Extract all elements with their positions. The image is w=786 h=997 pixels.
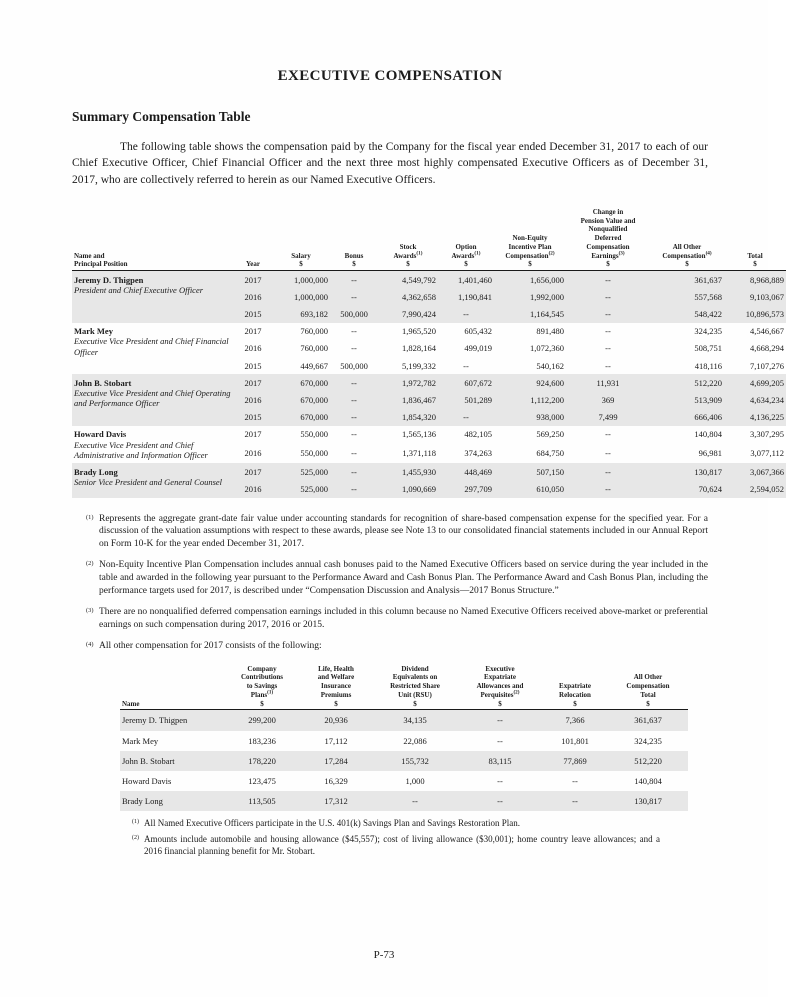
pension-cell: -- xyxy=(605,429,611,440)
bonus-cell: -- xyxy=(330,409,378,426)
sub-footnotes xyxy=(132,818,660,858)
footnote-ref: (2) xyxy=(548,250,555,257)
bonus-cell: -- xyxy=(330,288,378,305)
dollar-unit-label: $ xyxy=(352,260,356,269)
footnote-1 xyxy=(86,513,708,551)
dollar-unit-label: $ xyxy=(685,260,689,269)
salary-cell: 670,000 xyxy=(272,392,330,409)
sub-footnote-2 xyxy=(132,834,660,858)
table-row xyxy=(120,731,688,751)
option-awards-cell: 1,401,460 xyxy=(438,271,494,289)
dollar-unit-label: $ xyxy=(528,260,532,269)
pension-cell: 369 xyxy=(566,392,650,409)
col-stock-awards xyxy=(378,208,438,271)
stock-awards-cell: 4,362,658 xyxy=(378,288,438,305)
other-comp-table-header xyxy=(120,665,688,710)
bonus-cell: -- xyxy=(330,374,378,391)
pension-cell: 11,931 xyxy=(566,374,650,391)
expat-allowances-cell: -- xyxy=(458,710,542,731)
salary-cell: 760,000 xyxy=(300,343,328,354)
bonus-cell: -- xyxy=(330,271,378,289)
bonus-cell: -- xyxy=(330,463,378,480)
total-cell: 2,594,052 xyxy=(724,481,786,498)
executive-name-cell xyxy=(72,323,234,375)
stock-awards-cell: 4,549,792 xyxy=(378,271,438,289)
non-equity-cell: 1,072,360 xyxy=(530,343,564,354)
salary-cell: 550,000 xyxy=(300,429,328,440)
footnote-text: There are no nonqualified deferred compensation earnings included in this column because no Named Executive Officers received above-market or preferential earnings on such compensation during 2017, 2016 or 2015. xyxy=(99,607,708,630)
all-other-cell: 361,637 xyxy=(650,271,724,289)
savings-plans-cell: 123,475 xyxy=(248,775,276,786)
name-cell: Jeremy D. Thigpen xyxy=(120,710,224,731)
header-row xyxy=(72,208,786,271)
footnote-marker: (1) xyxy=(132,819,139,826)
name-cell: Mark Mey xyxy=(122,735,159,746)
footnote-ref: (2) xyxy=(513,689,520,696)
sub-footnote-1 xyxy=(132,818,660,830)
column-label: All Other Compensation xyxy=(662,242,706,260)
col-name-position xyxy=(72,208,234,271)
salary-cell: 449,667 xyxy=(300,360,328,371)
pension-cell: -- xyxy=(605,448,611,459)
bonus-cell: 500,000 xyxy=(340,360,368,371)
stock-awards-cell: 1,836,467 xyxy=(378,392,438,409)
executive-name: Howard Davis xyxy=(74,429,127,440)
col-expatriate-relocation xyxy=(542,665,608,710)
all-other-cell: 140,804 xyxy=(694,429,722,440)
rsu-dividends-cell: 34,135 xyxy=(372,710,458,731)
year-cell: 2017 xyxy=(234,374,272,391)
column-label: Name xyxy=(122,699,140,708)
dollar-unit-label: $ xyxy=(406,260,410,269)
col-all-other-total xyxy=(608,665,688,710)
pension-cell: -- xyxy=(566,463,650,480)
option-awards-cell: 607,672 xyxy=(438,374,494,391)
total-cell: 3,307,295 xyxy=(750,429,784,440)
non-equity-cell: 1,164,545 xyxy=(494,306,566,323)
column-label: Bonus xyxy=(344,251,364,260)
column-label: Expatriate Relocation xyxy=(559,682,591,699)
stock-awards-cell: 5,199,332 xyxy=(402,360,436,371)
all-other-cell: 70,624 xyxy=(650,481,724,498)
column-label: Non-Equity Incentive Plan Compensation xyxy=(505,234,552,260)
all-other-total-cell: 361,637 xyxy=(608,710,688,731)
pension-cell: -- xyxy=(566,481,650,498)
non-equity-cell: 569,250 xyxy=(536,429,564,440)
all-other-cell: 508,751 xyxy=(694,343,722,354)
all-other-cell: 666,406 xyxy=(650,409,724,426)
non-equity-cell: 938,000 xyxy=(494,409,566,426)
option-awards-cell: 1,190,841 xyxy=(438,288,494,305)
salary-cell: 1,000,000 xyxy=(272,271,330,289)
col-bonus xyxy=(330,208,378,271)
name-cell: Howard Davis xyxy=(122,775,172,786)
table-row xyxy=(72,374,786,391)
col-option-awards xyxy=(438,208,494,271)
executive-position: Executive Vice President and Chief Operating and Performance Officer xyxy=(74,388,231,409)
dollar-unit-label: $ xyxy=(260,699,264,708)
year-cell: 2017 xyxy=(234,271,272,289)
pension-cell: 7,499 xyxy=(566,409,650,426)
col-name xyxy=(120,665,224,710)
column-label: Life, Health and Welfare Insurance Premiums xyxy=(317,664,355,699)
col-pension-change xyxy=(566,208,650,271)
insurance-premiums-cell: 17,112 xyxy=(324,735,348,746)
column-label: Name and Principal Position xyxy=(74,251,128,269)
dollar-unit-label: $ xyxy=(413,699,417,708)
non-equity-cell: 924,600 xyxy=(494,374,566,391)
footnote-2 xyxy=(86,559,708,597)
header-row xyxy=(120,665,688,710)
summary-compensation-table xyxy=(72,208,786,498)
total-cell: 7,107,276 xyxy=(750,360,784,371)
pension-cell: -- xyxy=(605,360,611,371)
executive-name: Jeremy D. Thigpen xyxy=(74,274,144,285)
pension-cell: -- xyxy=(605,326,611,337)
rsu-dividends-cell: 1,000 xyxy=(405,775,425,786)
table-row xyxy=(120,771,688,791)
savings-plans-cell: 113,505 xyxy=(224,791,300,811)
all-other-compensation-table xyxy=(120,665,688,812)
dollar-unit-label: $ xyxy=(334,699,338,708)
all-other-cell: 513,909 xyxy=(650,392,724,409)
executive-name-cell xyxy=(72,271,234,323)
footnote-ref: (1) xyxy=(416,250,423,257)
all-other-cell: 324,235 xyxy=(694,326,722,337)
savings-plans-cell: 299,200 xyxy=(224,710,300,731)
dollar-unit-label: $ xyxy=(753,260,757,269)
expat-allowances-cell: -- xyxy=(458,791,542,811)
column-label: Dividend Equivalents on Restricted Share Unit (RSU) xyxy=(390,664,440,699)
column-label: Executive Expatriate Allowances and Perquisites xyxy=(476,664,524,699)
non-equity-cell: 1,656,000 xyxy=(494,271,566,289)
total-cell: 9,103,067 xyxy=(724,288,786,305)
all-other-cell: 418,116 xyxy=(694,360,722,371)
year-cell: 2016 xyxy=(234,481,272,498)
bonus-cell: 500,000 xyxy=(330,306,378,323)
year-cell: 2015 xyxy=(244,360,262,371)
name-cell: Brady Long xyxy=(120,791,224,811)
footnote-marker: (2) xyxy=(86,560,94,568)
dollar-unit-label: $ xyxy=(646,699,650,708)
bonus-cell: -- xyxy=(330,392,378,409)
footnote-3 xyxy=(86,606,708,631)
bonus-cell: -- xyxy=(351,448,357,459)
executive-position: President and Chief Executive Officer xyxy=(74,284,204,295)
footnote-marker: (3) xyxy=(86,607,94,615)
salary-cell: 1,000,000 xyxy=(272,288,330,305)
year-cell: 2016 xyxy=(244,343,262,354)
summary-table-header xyxy=(72,208,786,271)
all-other-compensation-section xyxy=(120,664,670,858)
total-cell: 4,546,667 xyxy=(750,326,784,337)
option-awards-cell: 297,709 xyxy=(438,481,494,498)
footnote-ref: (1) xyxy=(474,250,481,257)
col-all-other-comp xyxy=(650,208,724,271)
executive-name: Brady Long xyxy=(74,466,118,477)
all-other-cell: 96,981 xyxy=(698,448,722,459)
footnote-4 xyxy=(86,640,708,653)
year-cell: 2017 xyxy=(244,429,262,440)
table-row xyxy=(72,463,786,480)
dollar-unit-label: $ xyxy=(464,260,468,269)
all-other-cell: 557,568 xyxy=(650,288,724,305)
executive-position: Senior Vice President and General Counsel xyxy=(74,477,223,488)
executive-name: John B. Stobart xyxy=(74,377,132,388)
non-equity-cell: 610,050 xyxy=(494,481,566,498)
executive-name-cell xyxy=(72,463,234,497)
summary-table-body xyxy=(72,271,786,498)
footnote-ref: (3) xyxy=(618,250,625,257)
rsu-dividends-cell: -- xyxy=(372,791,458,811)
all-other-total-cell: 324,235 xyxy=(634,735,662,746)
insurance-premiums-cell: 20,936 xyxy=(300,710,372,731)
bonus-cell: -- xyxy=(330,481,378,498)
executive-name: Mark Mey xyxy=(74,326,113,337)
section-heading: Summary Compensation Table xyxy=(72,109,251,124)
col-rsu-dividend-equivalents xyxy=(372,665,458,710)
executive-position: Executive Vice President and Chief Financial Officer xyxy=(74,336,229,357)
expat-relocation-cell: 101,801 xyxy=(561,735,589,746)
col-year xyxy=(234,208,272,271)
insurance-premiums-cell: 16,329 xyxy=(324,775,348,786)
all-other-total-cell: 130,817 xyxy=(608,791,688,811)
footnote-marker: (2) xyxy=(132,835,139,842)
option-awards-cell: 482,105 xyxy=(464,429,492,440)
pension-cell: -- xyxy=(566,288,650,305)
footnote-text: All other compensation for 2017 consists of the following: xyxy=(99,641,322,652)
option-awards-cell: 501,289 xyxy=(438,392,494,409)
col-savings-plans xyxy=(224,665,300,710)
all-other-total-cell: 512,220 xyxy=(608,751,688,771)
option-awards-cell: -- xyxy=(438,409,494,426)
page-number: P-73 xyxy=(373,949,395,961)
option-awards-cell: 605,432 xyxy=(464,326,492,337)
non-equity-cell: 540,162 xyxy=(536,360,564,371)
non-equity-cell: 507,150 xyxy=(494,463,566,480)
dollar-unit-label: $ xyxy=(498,699,502,708)
year-cell: 2016 xyxy=(234,392,272,409)
bonus-cell: -- xyxy=(351,429,357,440)
insurance-premiums-cell: 17,284 xyxy=(300,751,372,771)
footnote-text: Represents the aggregate grant-date fair value under accounting standards for recognition of share-based compensation expense for the specified year. For a discussion of the valuation assumptions with respect to these awards, please see Note 13 to our consolidated financial statements included in our Annual Report on Form 10-K for the year ended December 31, 2017. xyxy=(99,513,708,549)
footnote-text: All Named Executive Officers participate in the U.S. 401(k) Savings Plan and Savings Restoration Plan. xyxy=(144,818,521,829)
table-row xyxy=(120,751,688,771)
bonus-cell: -- xyxy=(351,343,357,354)
dollar-unit-label: $ xyxy=(299,260,303,269)
all-other-cell: 512,220 xyxy=(650,374,724,391)
total-cell: 8,968,889 xyxy=(724,271,786,289)
stock-awards-cell: 1,455,930 xyxy=(378,463,438,480)
total-cell: 3,067,366 xyxy=(724,463,786,480)
column-label: Option Awards xyxy=(451,242,477,260)
table-row xyxy=(120,791,688,811)
non-equity-cell: 1,112,200 xyxy=(494,392,566,409)
salary-cell: 550,000 xyxy=(300,448,328,459)
year-cell: 2017 xyxy=(234,463,272,480)
savings-plans-cell: 183,236 xyxy=(248,735,276,746)
expat-relocation-cell: 77,869 xyxy=(542,751,608,771)
stock-awards-cell: 1,565,136 xyxy=(402,429,436,440)
pension-cell: -- xyxy=(566,271,650,289)
all-other-cell: 130,817 xyxy=(650,463,724,480)
expat-allowances-cell: -- xyxy=(497,735,503,746)
table-row xyxy=(72,271,786,289)
rsu-dividends-cell: 155,732 xyxy=(372,751,458,771)
year-cell: 2016 xyxy=(234,288,272,305)
total-cell: 4,136,225 xyxy=(724,409,786,426)
column-label: All Other Compensation Total xyxy=(626,673,670,699)
col-insurance-premiums xyxy=(300,665,372,710)
year-cell: 2017 xyxy=(244,326,262,337)
stock-awards-cell: 1,854,320 xyxy=(378,409,438,426)
col-total xyxy=(724,208,786,271)
column-label: Stock Awards xyxy=(393,242,417,260)
other-comp-table-body xyxy=(120,710,688,811)
table-row xyxy=(72,426,786,445)
column-label: Company Contributions to Savings Plans xyxy=(240,664,283,699)
expat-relocation-cell: 7,366 xyxy=(542,710,608,731)
column-label: Change in Pension Value and Nonqualified Deferred Compensation Earnings xyxy=(580,207,636,260)
option-awards-cell: -- xyxy=(463,360,469,371)
total-cell: 3,077,112 xyxy=(750,448,784,459)
column-label: Salary xyxy=(291,251,311,260)
year-cell: 2015 xyxy=(234,306,272,323)
year-cell: 2016 xyxy=(244,448,262,459)
page-title: EXECUTIVE COMPENSATION xyxy=(277,68,503,84)
total-cell: 4,668,294 xyxy=(750,343,784,354)
name-cell: John B. Stobart xyxy=(120,751,224,771)
footnotes xyxy=(86,513,708,653)
total-cell: 10,896,573 xyxy=(724,306,786,323)
option-awards-cell: 499,019 xyxy=(464,343,492,354)
stock-awards-cell: 1,371,118 xyxy=(402,448,436,459)
non-equity-cell: 1,992,000 xyxy=(494,288,566,305)
stock-awards-cell: 1,090,669 xyxy=(378,481,438,498)
column-label: Year xyxy=(246,260,260,269)
expat-relocation-cell: -- xyxy=(572,775,578,786)
col-expatriate-allowances xyxy=(458,665,542,710)
footnote-ref: (1) xyxy=(267,689,274,696)
footnote-text: Non-Equity Incentive Plan Compensation includes annual cash bonuses paid to the Named Executive Officers based on service during the year included in the table and awarded in the following year pursuant to the Performance Award and Cash Bonus Plan. The Performance Award and Cash Bonus Plan, including the performance targets used for 2017, is described under “Compensation Discussion and Analysis—2017 Bonus Structure.” xyxy=(99,560,708,596)
option-awards-cell: 448,469 xyxy=(438,463,494,480)
total-cell: 4,699,205 xyxy=(724,374,786,391)
stock-awards-cell: 1,828,164 xyxy=(402,343,436,354)
all-other-total-cell: 140,804 xyxy=(634,775,662,786)
stock-awards-cell: 7,990,424 xyxy=(378,306,438,323)
table-row xyxy=(120,710,688,731)
expat-allowances-cell: -- xyxy=(497,775,503,786)
rsu-dividends-cell: 22,086 xyxy=(403,735,427,746)
salary-cell: 525,000 xyxy=(272,463,330,480)
col-salary xyxy=(272,208,330,271)
salary-cell: 670,000 xyxy=(272,374,330,391)
expat-relocation-cell: -- xyxy=(542,791,608,811)
salary-cell: 693,182 xyxy=(272,306,330,323)
savings-plans-cell: 178,220 xyxy=(224,751,300,771)
non-equity-cell: 684,750 xyxy=(536,448,564,459)
column-label: Total xyxy=(747,251,763,260)
salary-cell: 525,000 xyxy=(272,481,330,498)
pension-cell: -- xyxy=(605,343,611,354)
footnote-marker: (4) xyxy=(86,641,94,649)
footnote-text: Amounts include automobile and housing allowance ($45,557); cost of living allowance ($30,001); home country leave allowances; and a 2016 financial planning benefit for Mr. Stobart. xyxy=(144,834,660,857)
executive-name-cell xyxy=(72,374,234,426)
executive-name-cell xyxy=(72,426,234,464)
intro-paragraph: The following table shows the compensation paid by the Company for the fiscal year ended December 31, 2017 to each of our Chief Executive Officer, Chief Financial Officer and the next three most highly compensated Executive Officers as of December 31, 2017, who are collectively referred to herein as our Named Executive Officers. xyxy=(72,141,708,186)
all-other-cell: 548,422 xyxy=(650,306,724,323)
dollar-unit-label: $ xyxy=(573,699,577,708)
stock-awards-cell: 1,965,520 xyxy=(402,326,436,337)
salary-cell: 760,000 xyxy=(300,326,328,337)
option-awards-cell: 374,263 xyxy=(464,448,492,459)
stock-awards-cell: 1,972,782 xyxy=(378,374,438,391)
table-row xyxy=(72,323,786,340)
dollar-unit-label: $ xyxy=(606,260,610,269)
executive-position: Executive Vice President and Chief Administrative and Information Officer xyxy=(74,439,208,460)
option-awards-cell: -- xyxy=(438,306,494,323)
non-equity-cell: 891,480 xyxy=(536,326,564,337)
footnote-marker: (1) xyxy=(86,513,94,521)
footnote-ref: (4) xyxy=(705,250,712,257)
total-cell: 4,634,234 xyxy=(724,392,786,409)
salary-cell: 670,000 xyxy=(272,409,330,426)
year-cell: 2015 xyxy=(234,409,272,426)
bonus-cell: -- xyxy=(351,326,357,337)
insurance-premiums-cell: 17,312 xyxy=(300,791,372,811)
expat-allowances-cell: 83,115 xyxy=(458,751,542,771)
col-non-equity-incentive xyxy=(494,208,566,271)
pension-cell: -- xyxy=(566,306,650,323)
